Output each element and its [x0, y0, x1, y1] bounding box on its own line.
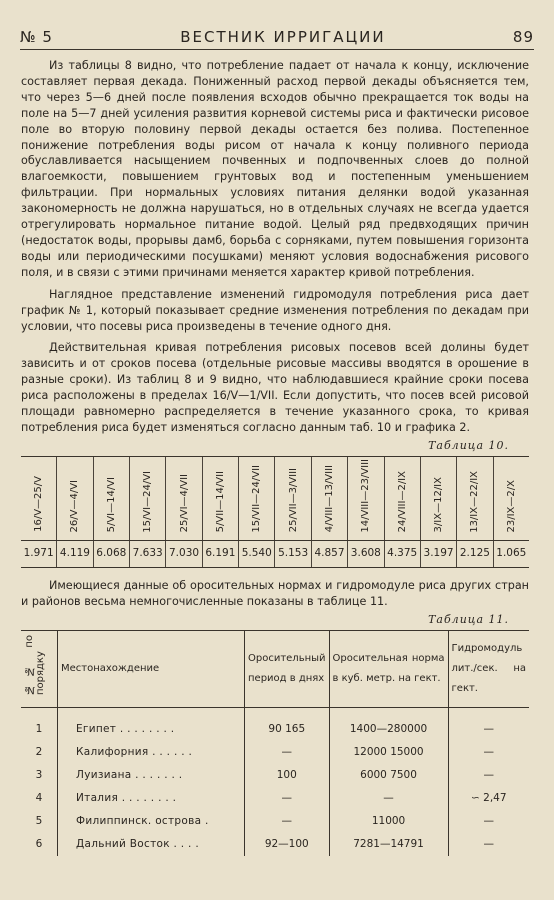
table-10-header: 25/VII—3/VIII	[287, 468, 299, 533]
row-number: 2	[35, 745, 43, 758]
table-10-header: 5/VII—14/VII	[214, 471, 226, 533]
row-modulus: —	[448, 810, 529, 833]
table-10-cell: 4.857	[311, 541, 347, 568]
col-header-norm: Оросительная норма в куб. метр. на гект.	[329, 630, 448, 707]
row-norm: —	[329, 787, 448, 810]
table-10-header: 25/VI—4/VII	[178, 473, 190, 533]
row-norm: 7281—14791	[329, 833, 448, 856]
issue-number: № 5	[20, 28, 53, 46]
table-10-cell: 7.030	[166, 541, 202, 568]
table-10-header: 3/IX—12/IX	[433, 476, 445, 533]
table-10-values-row	[21, 541, 529, 568]
row-modulus: —	[448, 707, 529, 741]
journal-title: ВЕСТНИК ИРРИГАЦИИ	[180, 28, 386, 46]
col-header-place: Местонахождение	[58, 630, 245, 707]
row-number: 6	[35, 837, 43, 850]
table-10	[21, 456, 529, 568]
table-row	[21, 787, 529, 810]
table-row	[21, 764, 529, 787]
table-10-header: 16/V—25/V	[33, 476, 45, 533]
table-11-header-row	[21, 630, 529, 707]
row-place: Калифорния . . . . . .	[58, 741, 245, 764]
row-norm: 12000 15000	[329, 741, 448, 764]
table-10-cell: 4.119	[57, 541, 93, 568]
row-period: —	[245, 787, 330, 810]
row-modulus: —	[448, 764, 529, 787]
row-period: 92—100	[245, 833, 330, 856]
table-10-cell: 1.065	[493, 541, 529, 568]
table-10-cell: 4.375	[384, 541, 420, 568]
row-period: —	[245, 741, 330, 764]
row-norm: 6000 7500	[329, 764, 448, 787]
table-10-header: 15/VI—24/VI	[142, 470, 154, 533]
col-header-modulus: Гидромодуль лит./сек. на гект.	[448, 630, 529, 707]
row-number: 5	[35, 814, 43, 827]
row-modulus: ∽ 2,47	[448, 787, 529, 810]
table-row	[21, 741, 529, 764]
paragraph: Действительная кривая потребления рисовых посевов всей долины будет зависить и от сроков посева (отдельные рисовые массивы вводятся в орошение в разные сроки). Из таблиц 8 и 9 видно, что наблюдавшиеся крайние сроки посева риса расположены в пределах 16/V—1/VII. Если допустить, что посев всей рисовой площади равномерно распределяется в течение указанного срока, то кривая потребления риса будет изменяться согласно данным таб. 10 и графика 2.	[21, 341, 529, 434]
table-10-cell: 2.125	[457, 541, 493, 568]
table-10-cell: 5.540	[239, 541, 275, 568]
page-number: 89	[512, 28, 534, 46]
row-norm: 1400—280000	[329, 707, 448, 741]
row-place: Луизиана . . . . . . .	[58, 764, 245, 787]
table-10-cell: 1.971	[21, 541, 57, 568]
row-norm: 11000	[329, 810, 448, 833]
row-number: 3	[35, 768, 43, 781]
row-place: Египет . . . . . . . .	[58, 707, 245, 741]
table-10-caption: Таблица 10.	[428, 438, 509, 452]
table-10-header-row	[21, 456, 529, 540]
row-place: Дальний Восток . . . .	[58, 833, 245, 856]
row-modulus: —	[448, 833, 529, 856]
table-10-header: 4/VIII—13/VIII	[323, 465, 335, 533]
table-10-header: 15/VII—24/VII	[251, 464, 263, 533]
row-place: Филиппинск. острова .	[58, 810, 245, 833]
table-10-header: 26/V—4/VI	[69, 479, 81, 533]
table-10-cell: 6.068	[93, 541, 129, 568]
table-10-cell: 6.191	[202, 541, 238, 568]
table-10-header: 5/VI—14/VI	[105, 476, 117, 533]
table-10-cell: 7.633	[130, 541, 166, 568]
row-number: 4	[35, 791, 43, 804]
col-header-period: Оросительный период в днях	[245, 630, 330, 707]
page-header	[20, 24, 534, 50]
paragraph: Имеющиеся данные об оросительных нормах и гидромодуле риса других стран и районов весьма немногочисленные показаны в таблице 11.	[21, 579, 529, 609]
col-header-number: №№ по порядку	[24, 634, 46, 695]
table-10-cell: 3.197	[420, 541, 456, 568]
table-10-cell: 3.608	[348, 541, 384, 568]
row-place: Италия . . . . . . . .	[58, 787, 245, 810]
row-period: 90 165	[245, 707, 330, 741]
table-10-header: 23/IX—2/X	[505, 479, 517, 533]
row-number: 1	[35, 722, 43, 735]
table-10-header: 24/VIII—2/IX	[396, 471, 408, 533]
table-row	[21, 707, 529, 741]
table-11	[21, 630, 529, 856]
article-body	[21, 58, 529, 856]
table-row	[21, 833, 529, 856]
row-modulus: —	[448, 741, 529, 764]
table-10-header: 14/VIII—23/VIII	[360, 458, 372, 533]
paragraph: Наглядное представление изменений гидромодуля потребления риса дает график № 1, который показывает средние изменения потребления по декадам при условии, что посевы риса произведены в течение одного дня.	[21, 287, 529, 333]
table-row	[21, 810, 529, 833]
table-10-cell: 5.153	[275, 541, 311, 568]
paragraph: Из таблицы 8 видно, что потребление падает от начала к концу, исключение составляет первая декада. Пониженный расход первой декады объясняется тем, что через 5—6 дней после появления всходов обычно прекращается ток воды на поле на 5—7 дней усиления развития корневой системы риса и фактически рисовое поле во вторую половину первой декады остается без полива. Постепенное понижение потребления воды рисом от начала к концу поливного периода обуславливается насыщением почвенных и подпочвенных слоев до полной влагоемкости, повышением грунтовых вод и постепенным уменьшением фильтрации. При нормальных условиях питания делянки водой указанная закономерность не должна нарушаться, но в отдельных случаях не всегда удается отрегулировать нормальное питание водой. Целый ряд предвходящих причин (недостаток воды, прорывы дамб, борьба с сорняками, путем повышения горизонта воды или периодическими посушками) меняют условия водоснабжения рисового поля, и в связи с этими причинами меняется характер кривой потребления.	[21, 59, 529, 279]
row-period: 100	[245, 764, 330, 787]
table-11-caption: Таблица 11.	[428, 613, 509, 627]
row-period: —	[245, 810, 330, 833]
table-10-header: 13/IX—22/IX	[469, 470, 481, 533]
